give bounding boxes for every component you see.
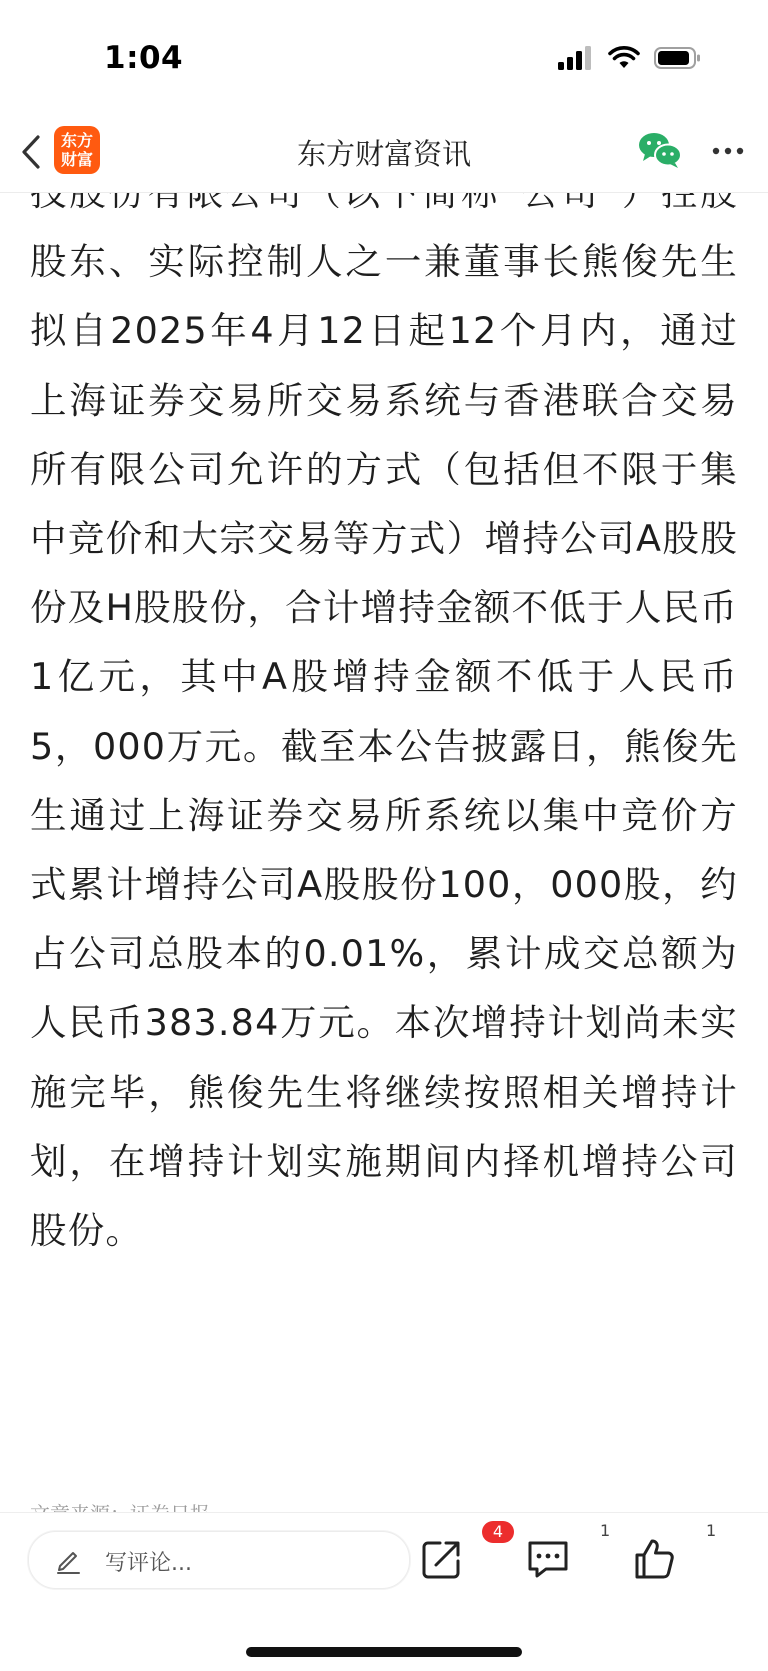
like-count: 1	[706, 1521, 717, 1540]
comment-icon	[524, 1535, 572, 1583]
pencil-icon	[55, 1546, 81, 1574]
signal-icon	[558, 46, 594, 70]
comment-placeholder: 写评论...	[105, 1551, 192, 1576]
comment-input[interactable]	[28, 1531, 410, 1589]
wechat-icon	[638, 130, 682, 170]
logo-text-line1: 东方	[60, 131, 93, 150]
bottom-action-bar	[0, 1512, 768, 1671]
battery-icon	[654, 46, 702, 70]
nav-bar	[0, 116, 768, 193]
home-indicator[interactable]	[246, 1647, 522, 1657]
share-icon	[418, 1535, 466, 1583]
more-horizontal-icon	[712, 147, 744, 155]
article-content	[30, 192, 738, 1512]
wifi-icon	[608, 46, 640, 70]
status-icons	[558, 46, 702, 70]
more-button[interactable]	[708, 132, 748, 170]
like-button[interactable]	[630, 1535, 678, 1583]
status-time: 1:04	[104, 40, 184, 76]
comment-count: 1	[600, 1521, 611, 1540]
share-count-badge: 4	[482, 1521, 514, 1543]
comment-button[interactable]	[524, 1535, 572, 1583]
logo-text-line2: 财富	[60, 150, 93, 169]
thumbs-up-icon	[630, 1535, 678, 1583]
page-title: 东方财富资讯	[296, 137, 471, 171]
article-body: 股东、实际控制人之一兼董事长熊俊先生拟自2025年4月12日起12个月内，通过上海证券交易所交易系统与香港联合交易所有限公司允许的方式（包括但不限于集中竞价和大宗交易等方式）增持公司A股股份及H股股份，合计增持金额不低于人民币1亿元，其中A股增持金额不低于人民币5，000万元。截至本公告披露日，熊俊先生通过上海证券交易所系统以集中竞价方式累计增持公司A股股份100，000股，约占公司总股本的0.01%，累计成交总额为人民币383.84万元。本次增持计划尚未实施完毕，熊俊先生将继续按照相关增持计划，在增持计划实施期间内择机增持公司股份。	[30, 240, 738, 1253]
wechat-share-button[interactable]	[638, 130, 682, 170]
status-bar	[0, 0, 768, 116]
share-button[interactable]	[418, 1535, 466, 1583]
